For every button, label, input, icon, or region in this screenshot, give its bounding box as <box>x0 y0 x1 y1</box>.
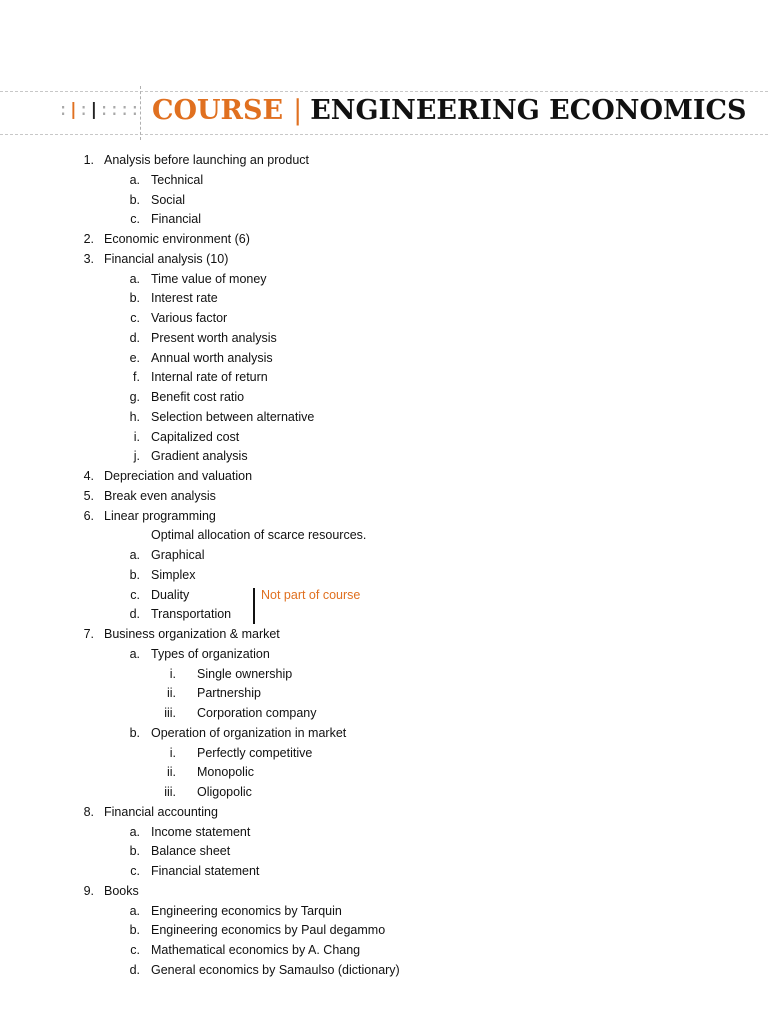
outline-item-text: Financial statement <box>151 864 260 878</box>
outline-item-number: g. <box>129 390 140 404</box>
outline-item-text: Time value of money <box>151 271 267 286</box>
title-separator: | <box>293 95 303 126</box>
outline-item-text: Analysis before launching an product <box>104 153 309 167</box>
outline-item <box>0 349 768 369</box>
outline-item-number: 4. <box>83 469 94 483</box>
outline-item <box>0 368 768 388</box>
outline-item <box>0 210 768 230</box>
outline-item-text: Break even analysis <box>104 488 216 503</box>
outline-item <box>0 744 768 764</box>
outline-item-text: Optimal allocation of scarce resources. <box>151 528 367 543</box>
outline-item-text: Interest rate <box>151 291 218 306</box>
outline-item <box>0 526 768 546</box>
page-title <box>152 95 746 126</box>
outline-item-number: i. <box>169 666 176 681</box>
outline-item-number: a. <box>129 646 140 661</box>
outline-item-number: ii. <box>166 765 176 780</box>
header-vertical-rule <box>140 86 141 140</box>
course-label: COURSE <box>152 95 284 126</box>
outline-item-number: ii. <box>166 686 176 701</box>
outline-item <box>0 329 768 349</box>
outline-item-number: iii. <box>164 785 176 799</box>
outline-item-number: a. <box>129 903 140 918</box>
outline-item <box>0 783 768 803</box>
outline-item-text: Income statement <box>151 824 251 839</box>
outline-item <box>0 586 768 606</box>
outline-item <box>0 270 768 290</box>
outline-item-text: Corporation company <box>197 706 317 720</box>
outline-item-text: Single ownership <box>197 666 293 681</box>
outline-item-number: c. <box>130 311 140 325</box>
outline-item-text: General economics by Samaulso (dictionary) <box>151 962 400 977</box>
outline-item <box>0 941 768 961</box>
outline-item <box>0 803 768 823</box>
outline-item <box>0 625 768 645</box>
outline-item <box>0 921 768 941</box>
course-subject: ENGINEERING ECONOMICS <box>310 95 747 126</box>
outline-item-text: Mathematical economics by A. Chang <box>151 943 361 957</box>
outline-item <box>0 823 768 843</box>
outline-item <box>0 961 768 981</box>
outline-item-number: b. <box>129 192 140 207</box>
outline-item-text: Economic environment (6) <box>104 232 250 246</box>
outline-item <box>0 862 768 882</box>
outline-item-number: 9. <box>83 883 94 898</box>
outline-item-number: 5. <box>83 488 94 503</box>
outline-item <box>0 151 768 171</box>
outline-item-text: Books <box>104 883 139 898</box>
outline-item-number: j. <box>133 449 140 464</box>
annotation-bracket <box>253 588 255 624</box>
outline-item-number: 2. <box>83 232 94 246</box>
outline-item <box>0 428 768 448</box>
outline-item <box>0 191 768 211</box>
outline-item-number: b. <box>129 567 140 582</box>
outline-item-number: d. <box>129 607 140 622</box>
outline-item-text: Linear programming <box>104 508 216 523</box>
outline-item-number: 1. <box>83 153 94 167</box>
outline-item-number: a. <box>129 271 140 286</box>
outline-item <box>0 507 768 527</box>
outline-item-number: a. <box>129 548 140 562</box>
outline-item-text: Oligopolic <box>197 785 252 799</box>
outline-item-number: c. <box>130 943 140 957</box>
course-outline <box>0 151 768 981</box>
outline-item <box>0 605 768 625</box>
outline-item-text: Partnership <box>197 686 261 701</box>
outline-item <box>0 447 768 467</box>
outline-item-number: h. <box>129 409 140 424</box>
outline-item <box>0 171 768 191</box>
outline-item-text: Perfectly competitive <box>197 745 313 760</box>
outline-item <box>0 684 768 704</box>
outline-item-text: Simplex <box>151 567 196 582</box>
outline-item-text: Depreciation and valuation <box>104 469 253 483</box>
outline-item-text: Financial accounting <box>104 804 218 819</box>
outline-item-text: Internal rate of return <box>151 370 268 385</box>
outline-item-number: c. <box>130 212 140 227</box>
outline-item <box>0 467 768 487</box>
outline-item <box>0 487 768 507</box>
outline-item <box>0 566 768 586</box>
outline-item-text: Financial analysis (10) <box>104 251 229 266</box>
outline-item <box>0 546 768 566</box>
logo-mark: :|:|:::: <box>58 100 140 120</box>
outline-item-number: b. <box>129 291 140 306</box>
outline-item-number: 3. <box>83 251 94 266</box>
outline-item-number: a. <box>129 172 140 187</box>
outline-item-text: Engineering economics by Paul degammo <box>151 923 386 938</box>
outline-item <box>0 842 768 862</box>
outline-item-number: d. <box>129 330 140 345</box>
outline-item-text: Types of organization <box>151 646 270 661</box>
outline-item-number: f. <box>133 370 140 385</box>
outline-item-number: i. <box>169 745 176 760</box>
outline-item-number: d. <box>129 962 140 977</box>
outline-item <box>0 388 768 408</box>
outline-item-number: c. <box>130 587 140 602</box>
outline-item <box>0 882 768 902</box>
outline-item-number: i. <box>133 429 140 444</box>
outline-item-text: Present worth analysis <box>151 330 277 345</box>
outline-item-text: Balance sheet <box>151 844 231 859</box>
annotation-note: Not part of course <box>261 588 361 602</box>
outline-item-text: Monopolic <box>197 765 254 780</box>
outline-item <box>0 408 768 428</box>
outline-item-text: Graphical <box>151 548 205 562</box>
outline-item-text: Engineering economics by Tarquin <box>151 903 342 918</box>
header-top-rule <box>0 91 768 92</box>
header-bottom-rule <box>0 134 768 135</box>
outline-item-text: Selection between alternative <box>151 409 315 424</box>
outline-item-text: Transportation <box>151 607 232 622</box>
outline-item-number: b. <box>129 844 140 859</box>
outline-item-number: 7. <box>83 627 94 641</box>
outline-item-text: Operation of organization in market <box>151 725 347 740</box>
outline-item <box>0 763 768 783</box>
outline-item-text: Financial <box>151 212 202 227</box>
outline-item <box>0 665 768 685</box>
outline-item <box>0 309 768 329</box>
outline-item-number: iii. <box>164 706 176 720</box>
outline-item-number: b. <box>129 923 140 938</box>
outline-item-number: 8. <box>83 804 94 819</box>
outline-item-number: 6. <box>83 508 94 523</box>
outline-item-text: Social <box>151 192 186 207</box>
outline-item <box>0 704 768 724</box>
outline-item-text: Duality <box>151 587 190 602</box>
outline-item-number: a. <box>129 824 140 839</box>
outline-item <box>0 902 768 922</box>
outline-item <box>0 250 768 270</box>
outline-item <box>0 724 768 744</box>
outline-item-text: Capitalized cost <box>151 429 240 444</box>
outline-item-number: c. <box>130 864 140 878</box>
outline-item <box>0 230 768 250</box>
outline-item-number: e. <box>129 350 140 365</box>
outline-item-text: Technical <box>151 172 204 187</box>
outline-item-text: Various factor <box>151 311 228 325</box>
outline-item-text: Benefit cost ratio <box>151 390 245 404</box>
outline-item-text: Gradient analysis <box>151 449 248 464</box>
outline-item-text: Business organization & market <box>104 627 280 641</box>
outline-item <box>0 645 768 665</box>
outline-item-number: b. <box>129 725 140 740</box>
outline-item <box>0 289 768 309</box>
outline-item-text: Annual worth analysis <box>151 350 273 365</box>
